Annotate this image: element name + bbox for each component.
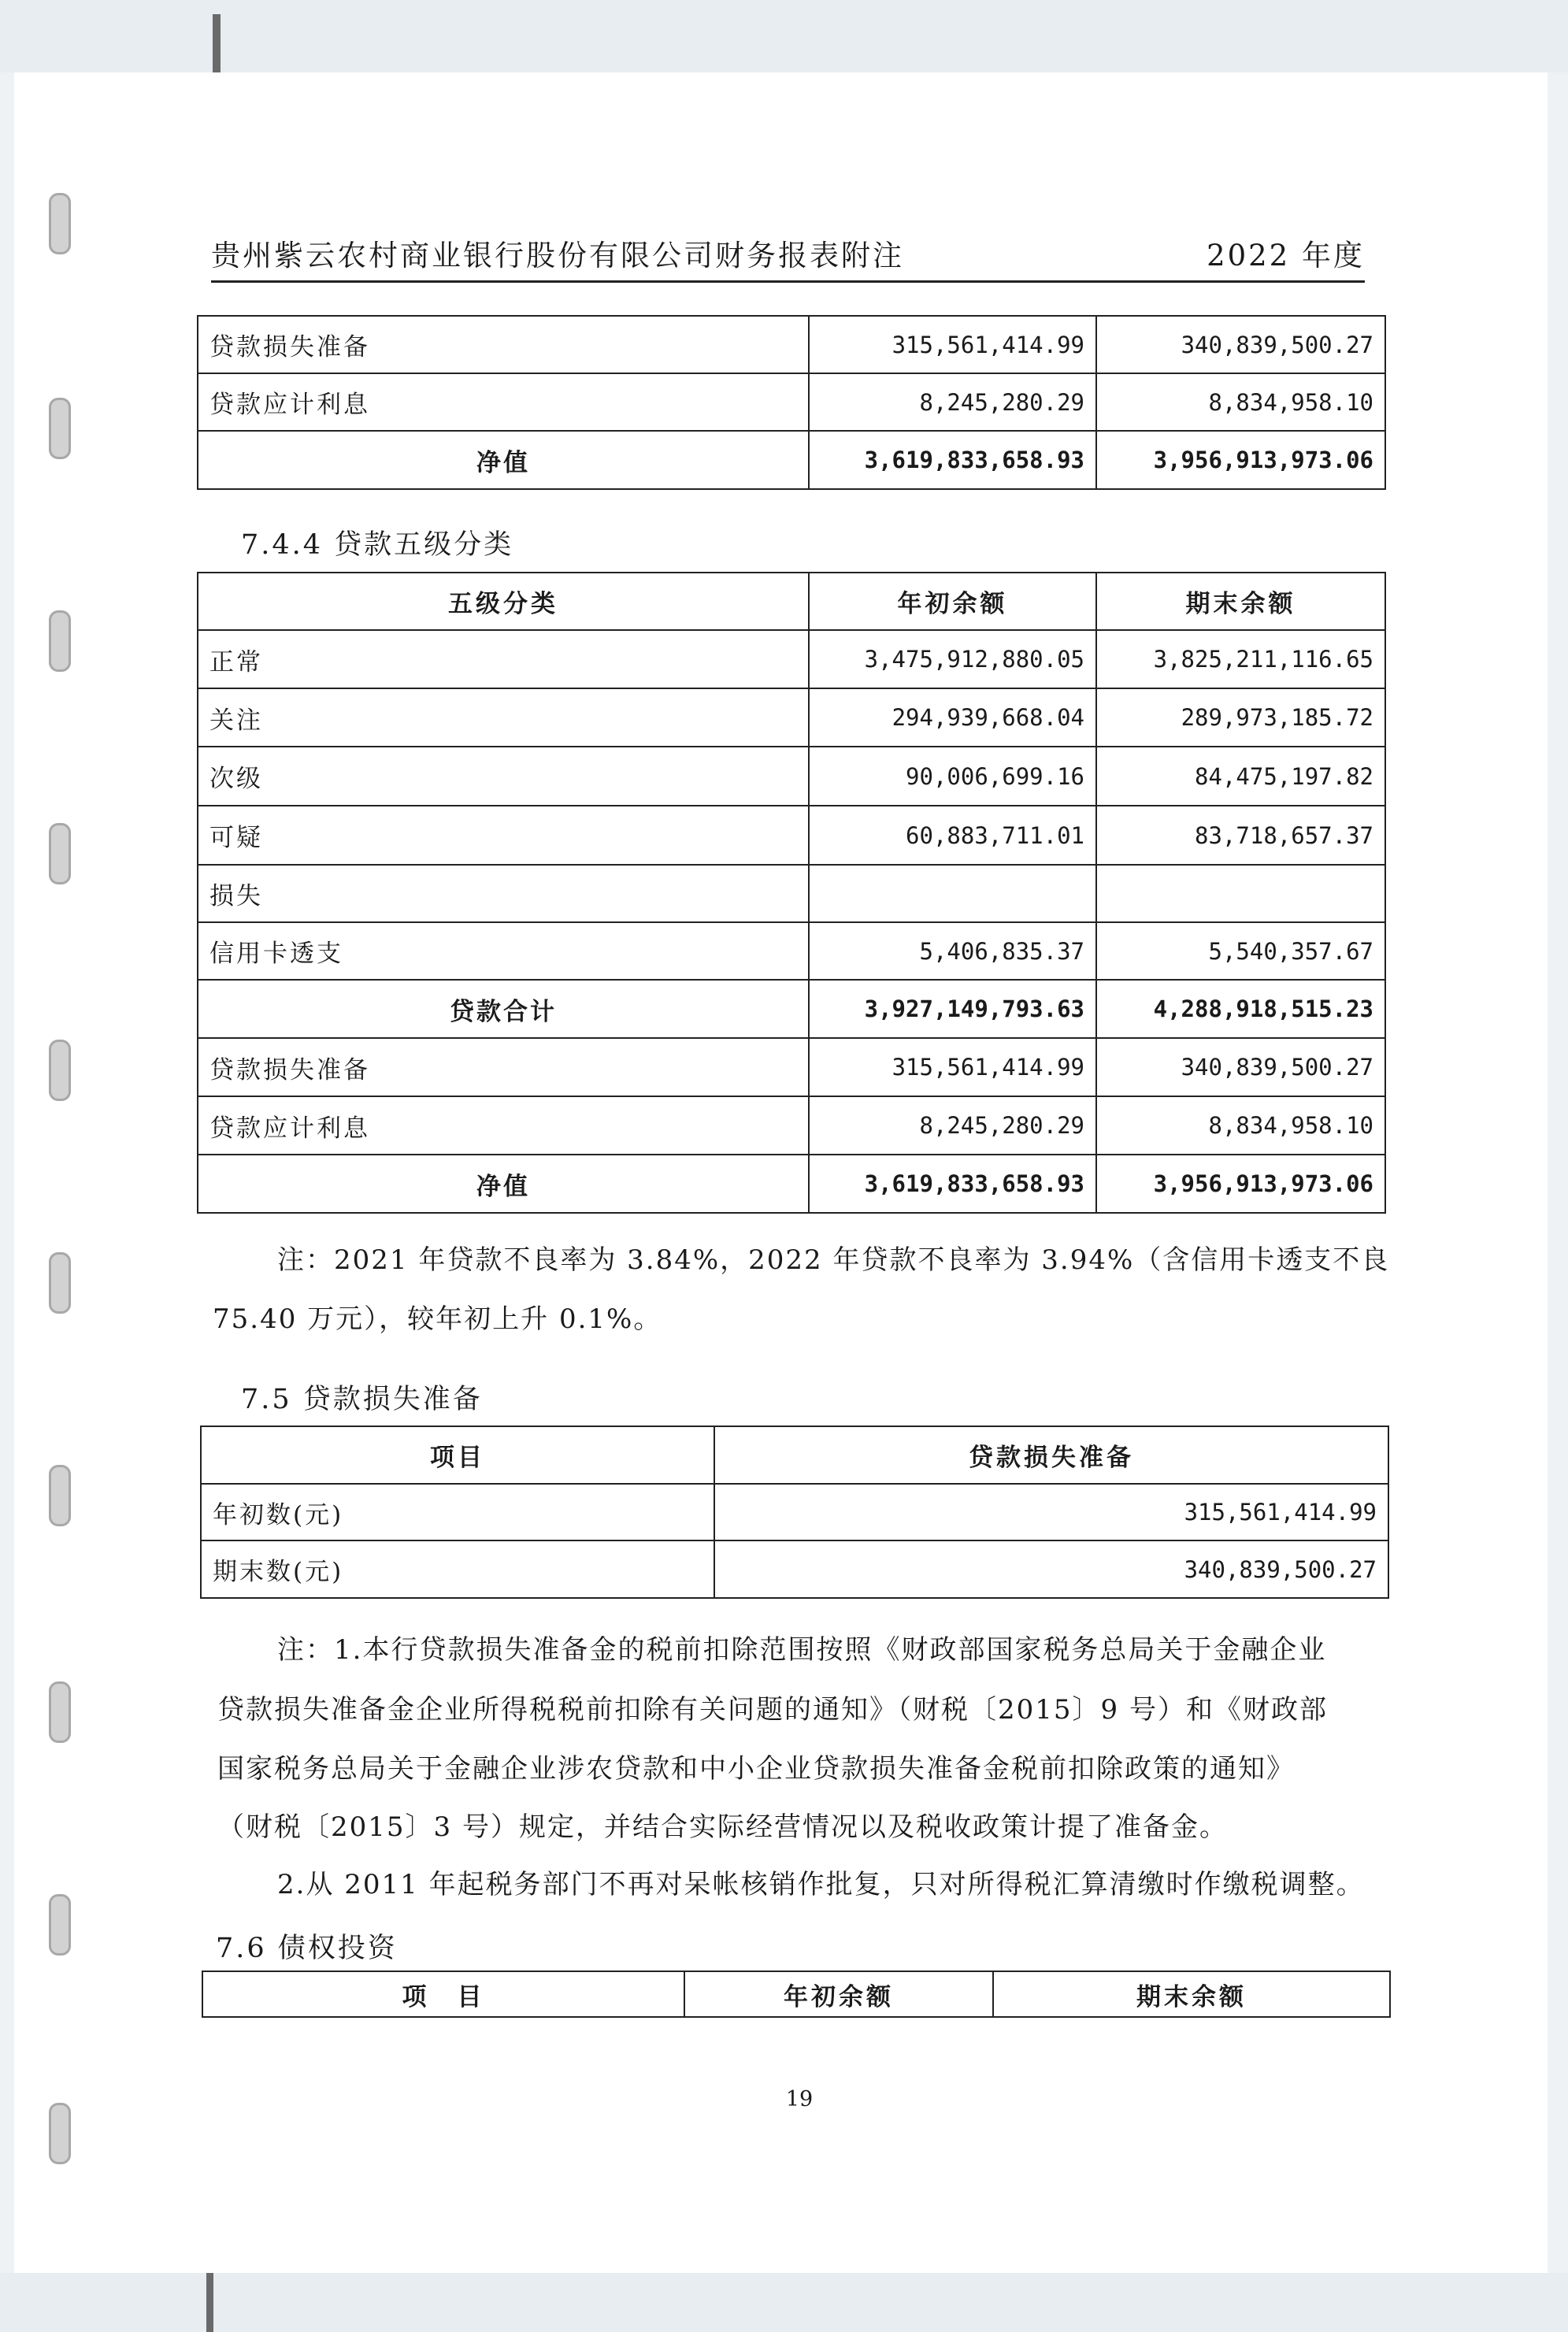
- end-balance: 340,839,500.27: [1096, 1038, 1385, 1096]
- binding-hole: [49, 1681, 71, 1743]
- report-title: 贵州紫云农村商业银行股份有限公司财务报表附注: [211, 239, 904, 272]
- scan-divider: [206, 2273, 213, 2332]
- begin-balance: 5,406,835.37: [809, 922, 1096, 980]
- loan-classification-table: [197, 572, 1386, 1214]
- provision-note-line-2: 贷款损失准备金企业所得税税前扣除有关问题的通知》（财税〔2015〕9 号）和《财政部: [217, 1694, 1328, 1726]
- end-balance: [1096, 865, 1385, 922]
- end-balance: 5,540,357.67: [1096, 922, 1385, 980]
- column-header: 期末余额: [993, 1971, 1390, 2017]
- binding-hole: [49, 823, 71, 884]
- row-label: 正常: [198, 630, 809, 688]
- loan-continuation-table: [197, 315, 1386, 490]
- table-row: [198, 1038, 1385, 1096]
- table-row: [198, 865, 1385, 922]
- page-number: 19: [785, 2087, 814, 2111]
- row-label: 贷款损失准备: [198, 1038, 809, 1096]
- scan-left-edge: [0, 72, 14, 2273]
- provision-value: 315,561,414.99: [714, 1484, 1388, 1540]
- scan-right-edge: [1548, 72, 1568, 2273]
- table-row-total: [198, 1155, 1385, 1213]
- scan-bottom-edge: [0, 2273, 1568, 2332]
- table-row: [198, 806, 1385, 865]
- table-row: [198, 316, 1385, 373]
- section-title-7-4-4: 7.4.4 贷款五级分类: [241, 529, 514, 561]
- debt-investment-table: [202, 1971, 1391, 2018]
- provision-note-line-3: 国家税务总局关于金融企业涉农贷款和中小企业贷款损失准备金税前扣除政策的通知》: [217, 1753, 1295, 1785]
- row-label: 贷款应计利息: [198, 1096, 809, 1155]
- binding-hole: [49, 193, 71, 254]
- table-header-row: [201, 1426, 1388, 1484]
- column-header: 期末余额: [1096, 573, 1385, 630]
- end-balance: 3,956,913,973.06: [1096, 431, 1385, 489]
- section-title-7-6: 7.6 债权投资: [216, 1933, 398, 1964]
- end-balance: 3,825,211,116.65: [1096, 630, 1385, 688]
- begin-balance: 3,475,912,880.05: [809, 630, 1096, 688]
- end-balance: 340,839,500.27: [1096, 316, 1385, 373]
- row-label: 贷款损失准备: [198, 316, 809, 373]
- end-balance: 83,718,657.37: [1096, 806, 1385, 865]
- column-header: 年初余额: [809, 573, 1096, 630]
- table-row: [198, 373, 1385, 431]
- table-row-total: [198, 980, 1385, 1038]
- table-header-row: [198, 573, 1385, 630]
- row-label: 贷款应计利息: [198, 373, 809, 431]
- table-row: [201, 1484, 1388, 1540]
- begin-balance: [809, 865, 1096, 922]
- table-row: [198, 922, 1385, 980]
- table-row: [198, 1096, 1385, 1155]
- end-balance: 4,288,918,515.23: [1096, 980, 1385, 1038]
- row-label: 次级: [198, 747, 809, 806]
- column-header: 项 目: [202, 1971, 684, 2017]
- row-label: 可疑: [198, 806, 809, 865]
- begin-balance: 8,245,280.29: [809, 373, 1096, 431]
- begin-balance: 3,619,833,658.93: [809, 1155, 1096, 1213]
- binding-hole: [49, 610, 71, 672]
- begin-balance: 8,245,280.29: [809, 1096, 1096, 1155]
- binding-hole: [49, 1465, 71, 1526]
- loss-provision-table: [200, 1426, 1389, 1599]
- npl-note-line-2: 75.40 万元），较年初上升 0.1%。: [213, 1303, 662, 1335]
- column-header: 贷款损失准备: [714, 1426, 1388, 1484]
- row-label: 信用卡透支: [198, 922, 809, 980]
- begin-balance: 315,561,414.99: [809, 1038, 1096, 1096]
- table-row: [198, 630, 1385, 688]
- running-header: [211, 233, 1365, 283]
- provision-note-2: 2.从 2011 年起税务部门不再对呆帐核销作批复，只对所得税汇算清缴时作缴税调整。: [277, 1869, 1365, 1900]
- row-label: 净值: [198, 1155, 809, 1213]
- binding-hole: [49, 1040, 71, 1101]
- table-row-total: [198, 431, 1385, 489]
- row-label: 年初数(元): [201, 1484, 714, 1540]
- begin-balance: 60,883,711.01: [809, 806, 1096, 865]
- provision-note-line-1: 注：1.本行贷款损失准备金的税前扣除范围按照《财政部国家税务总局关于金融企业: [277, 1634, 1327, 1666]
- end-balance: 289,973,185.72: [1096, 688, 1385, 747]
- provision-note-line-4: （财税〔2015〕3 号）规定，并结合实际经营情况以及税收政策计提了准备金。: [217, 1811, 1228, 1843]
- binding-hole: [49, 1252, 71, 1314]
- binding-hole: [49, 398, 71, 459]
- column-header: 年初余额: [684, 1971, 993, 2017]
- binding-hole: [49, 1894, 71, 1956]
- table-header-row: [202, 1971, 1390, 2017]
- row-label: 净值: [198, 431, 809, 489]
- binding-hole: [49, 2103, 71, 2164]
- end-balance: 3,956,913,973.06: [1096, 1155, 1385, 1213]
- report-year: 2022 年度: [1207, 239, 1365, 272]
- table-row: [198, 747, 1385, 806]
- table-row: [201, 1540, 1388, 1598]
- section-title-7-5: 7.5 贷款损失准备: [241, 1384, 483, 1415]
- column-header: 五级分类: [198, 573, 809, 630]
- row-label: 关注: [198, 688, 809, 747]
- begin-balance: 294,939,668.04: [809, 688, 1096, 747]
- begin-balance: 315,561,414.99: [809, 316, 1096, 373]
- column-header: 项目: [201, 1426, 714, 1484]
- npl-note-line-1: 注：2021 年贷款不良率为 3.84%，2022 年贷款不良率为 3.94%（含信用卡透支不良: [277, 1244, 1390, 1276]
- end-balance: 84,475,197.82: [1096, 747, 1385, 806]
- scan-top-edge: [0, 0, 1568, 72]
- begin-balance: 3,927,149,793.63: [809, 980, 1096, 1038]
- row-label: 损失: [198, 865, 809, 922]
- row-label: 贷款合计: [198, 980, 809, 1038]
- row-label: 期末数(元): [201, 1540, 714, 1598]
- table-row: [198, 688, 1385, 747]
- begin-balance: 3,619,833,658.93: [809, 431, 1096, 489]
- end-balance: 8,834,958.10: [1096, 373, 1385, 431]
- end-balance: 8,834,958.10: [1096, 1096, 1385, 1155]
- scan-divider: [213, 14, 221, 72]
- provision-value: 340,839,500.27: [714, 1540, 1388, 1598]
- begin-balance: 90,006,699.16: [809, 747, 1096, 806]
